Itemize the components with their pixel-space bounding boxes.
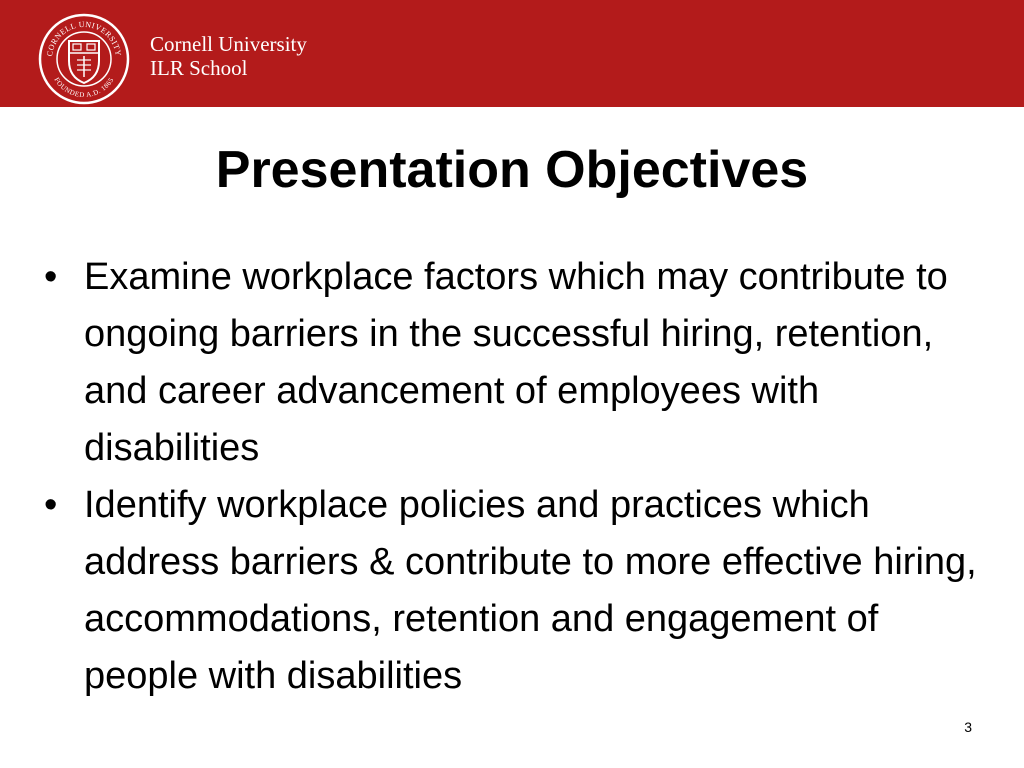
institution-wordmark <box>150 32 307 80</box>
svg-text:FOUNDED A.D. 1865: FOUNDED A.D. 1865 <box>52 76 116 100</box>
header-bar <box>0 0 1024 107</box>
cornell-seal-logo <box>38 13 130 105</box>
bullet-marker: • <box>44 484 58 526</box>
bullet-text: Identify workplace policies and practices which address barriers & contribute to more effective hiring, accommodations, retention and engagement of people with disabilities <box>84 484 977 697</box>
bullet-item <box>44 477 984 705</box>
bullet-marker: • <box>44 256 58 298</box>
institution-name: Cornell University <box>150 32 307 56</box>
bullet-list <box>44 249 984 705</box>
svg-text:CORNELL UNIVERSITY: CORNELL UNIVERSITY <box>45 19 123 57</box>
slide-title: Presentation Objectives <box>215 141 809 199</box>
school-name: ILR School <box>150 56 248 80</box>
bullet-text: Examine workplace factors which may contribute to ongoing barriers in the successful hiring, retention, and career advancement of employees with disabilities <box>84 256 948 469</box>
bullet-item <box>44 249 984 477</box>
slide-number: 3 <box>964 719 972 735</box>
